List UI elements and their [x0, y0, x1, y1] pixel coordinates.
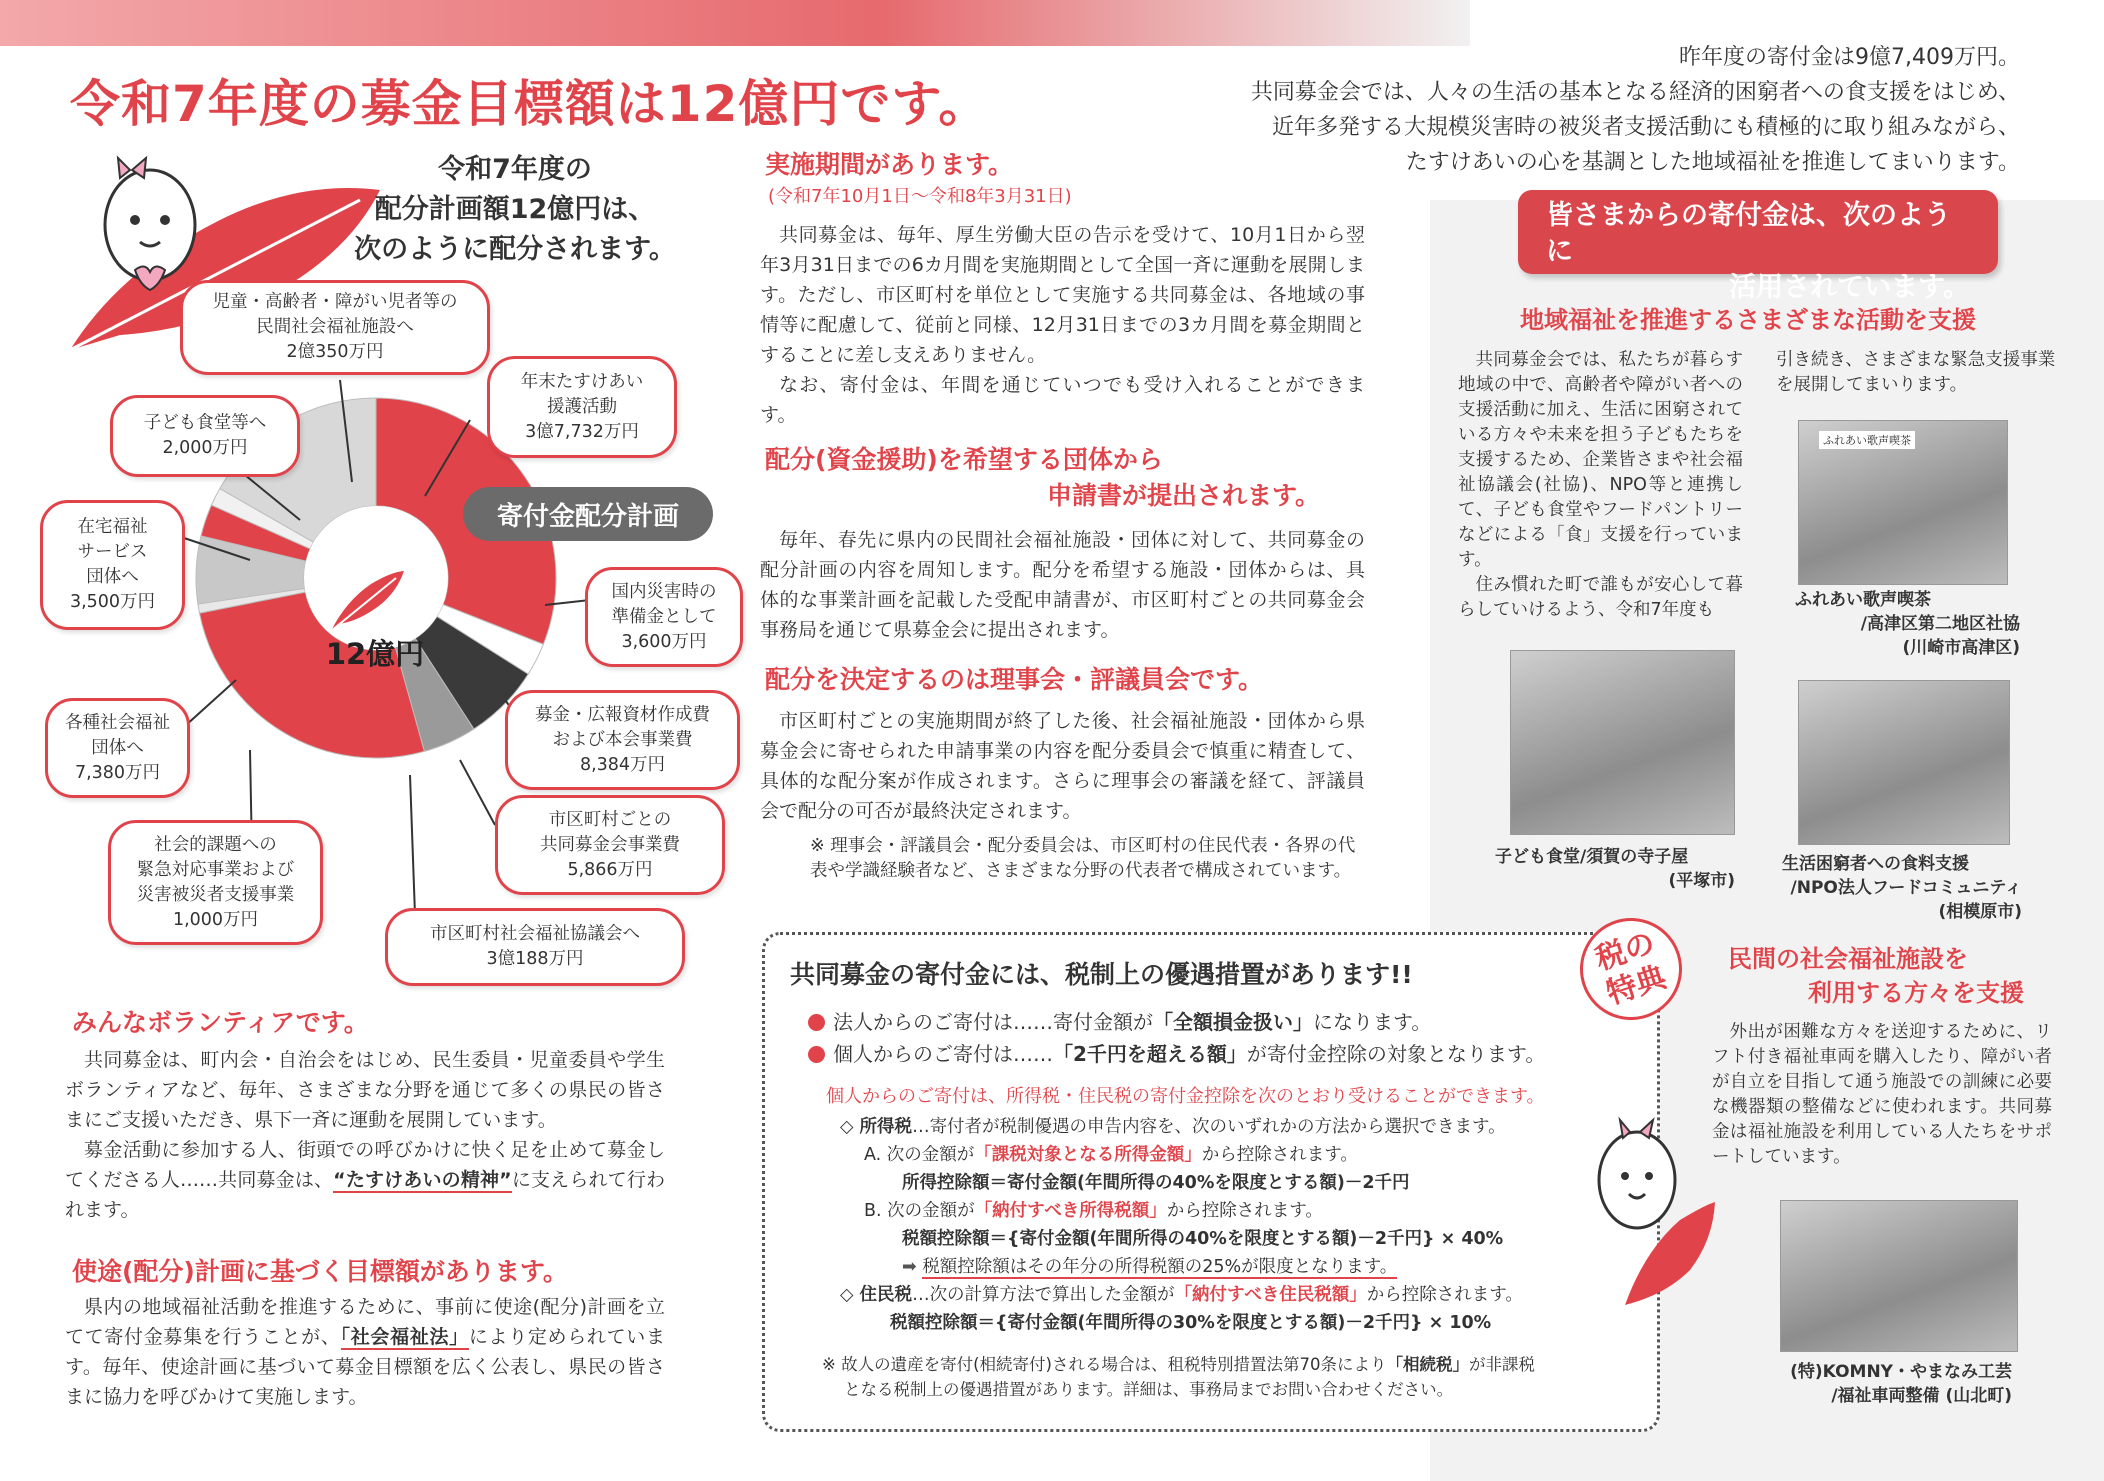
bubble-amount: 3,500万円	[69, 592, 156, 612]
text-span: 税額控除額はその年分の所得税額の25%が限度となります。	[922, 1257, 1398, 1277]
text-span: 募金活動に参加する人、街頭での呼びかけに快く足を止めて募金してくださる人……共同募金は、	[65, 1139, 665, 1191]
decision-text	[760, 706, 1365, 826]
bubble-label: 市区町村ごとの	[548, 809, 672, 830]
caption-line: (特)KOMNY・やまなみ工芸	[1790, 1362, 2012, 1382]
caption-line: /福祉車両整備 (山北町)	[1831, 1386, 2012, 1406]
caption-food-support	[1782, 852, 2022, 924]
method-b-note-line	[840, 1253, 1523, 1281]
text-span: が非課税	[1468, 1355, 1535, 1374]
bubble-label: 団体へ	[86, 567, 139, 587]
text-span: に支えられて行われます。	[65, 1169, 665, 1221]
text-span: 県内の地域福祉活動を推進するために、事前に使途(配分)計画を立てて寄付金募集を行うことが、	[65, 1296, 665, 1348]
bubble-social-welfare-councils	[385, 908, 685, 986]
emphasis-text: 「全額損金扱い」	[1153, 1010, 1313, 1034]
page-title: 令和7年度の募金目標額は12億円です。	[70, 75, 990, 133]
stamp-text: 税の	[1591, 925, 1660, 978]
bubble-amount: 3億7,732万円	[525, 421, 639, 442]
bubble-label: 団体へ	[91, 737, 144, 758]
banner-line: 活用されています。	[1729, 272, 1970, 303]
bubble-home-welfare	[40, 500, 185, 630]
photo-sign: ふれあい歌声喫茶	[1819, 431, 1915, 449]
photo-food-support	[1798, 680, 2010, 845]
paragraph: 共同募金は、毎年、厚生労働大臣の告示を受けて、10月1日から翌年3月31日までの6カ月間を実施期間として全国一斉に運動を展開します。ただし、市区町村を単位として実施する共同募金は、各地域の事情等に配慮して、従前と同様、12月31日までの3カ月間を募金期間とすることに差し支えありません。	[760, 224, 1365, 366]
paragraph: 共同募金会では、私たちが暮らす地域の中で、高齢者や障がい者への支援活動に加え、生活に困窮されている方々や未来を担う子どもたちを支援するため、企業皆さまや社会福祉協議会(社協)、NPO等と連携して、子ども食堂やフードパントリーなどによる「食」支援を行っています。	[1458, 350, 1743, 570]
tax-corporate	[808, 1006, 1431, 1035]
emphasis-text: 「2千円を超える額」	[1053, 1042, 1247, 1066]
bubble-label: 災害被災者支援事業	[136, 884, 295, 905]
bubble-label: 共同募金会事業費	[540, 834, 680, 855]
heading-line: 民間の社会福祉施設を	[1728, 945, 1968, 973]
bubble-label: 市区町村社会福祉協議会へ	[430, 924, 640, 944]
volunteer-heading: みんなボランティアです。	[72, 1008, 369, 1037]
paragraph: 共同募金は、町内会・自治会をはじめ、民生委員・児童委員や学生ボランティアなど、毎年、さまざまな分野を通じて多くの県民の皆さまにご支援いただき、県下一斉に運動を展開しています。	[65, 1049, 665, 1131]
emphasis-text: “たすけあいの精神”	[333, 1169, 512, 1191]
paragraph	[65, 1292, 665, 1412]
method-a-line	[840, 1141, 1523, 1169]
mascot-feather-illustration	[1585, 1110, 1720, 1310]
text-span: から控除されます。	[1201, 1145, 1358, 1165]
chart-center-label: 12億円	[325, 637, 425, 671]
text-span: 個人からのご寄付は……	[833, 1042, 1053, 1066]
tax-individual	[808, 1038, 1545, 1067]
paragraph: 住み慣れた町で誰もが安心して暮らしていけるよう、令和7年度も	[1458, 575, 1743, 620]
local-welfare-heading: 地域福祉を推進するさまざまな活動を支援	[1520, 306, 1976, 334]
bubble-campaign-materials	[505, 690, 740, 790]
period-heading: 実施期間があります。	[765, 150, 1014, 179]
bubble-amount: 1,000万円	[172, 909, 259, 930]
intro-line: 近年多発する大規模災害時の被災者支援活動にも積極的に取り組みながら、	[1271, 115, 2020, 140]
bubble-label: 各種社会福祉	[65, 712, 170, 733]
caption-line: /高津区第二地区社協	[1860, 614, 2020, 634]
bubble-label: および本会事業費	[552, 729, 693, 750]
bubble-label: 募金・広報資材作成費	[535, 704, 710, 725]
chart-title-pill: 寄付金配分計画	[463, 487, 713, 541]
heading-line: 申請書が提出されます。	[1046, 481, 1320, 510]
usage-heading: 使途(配分)計画に基づく目標額があります。	[72, 1257, 568, 1286]
caption-line: (平塚市)	[1668, 871, 1735, 891]
emphasis-text: 「課税対象となる所得金額」	[974, 1145, 1202, 1165]
bubble-amount: 7,380万円	[74, 762, 161, 783]
heading-line: 配分(資金援助)を希望する団体から	[765, 445, 1163, 474]
text-span: ◇ 住民税	[840, 1285, 913, 1305]
photo-singing-cafe	[1798, 420, 2008, 585]
local-welfare-text-cont: 引き続き、さまざまな緊急支援事業を展開してまいります。	[1776, 350, 2056, 395]
note-line: となる税制上の優遇措置があります。詳細は、事務局までお問い合わせください。	[844, 1380, 1454, 1399]
text-span: A. 次の金額が	[864, 1145, 975, 1165]
decision-heading: 配分を決定するのは理事会・評議員会です。	[765, 665, 1264, 694]
bubble-emergency-response	[108, 820, 323, 945]
bubble-amount: 3億188万円	[486, 949, 584, 969]
bubble-label: 年末たすけあい	[520, 371, 644, 392]
heading-line: 令和7年度の	[438, 154, 592, 185]
method-b-formula: 税額控除額＝{寄付金額(年間所得の40%を限度とする額)－2千円} × 40%	[902, 1229, 1504, 1249]
period-text	[760, 220, 1365, 430]
text-span: B. 次の金額が	[864, 1201, 975, 1221]
caption-line: /NPO法人フードコミュニティ	[1790, 878, 2022, 898]
bubble-label: 児童・高齢者・障がい児者等の	[212, 292, 458, 312]
note-line	[822, 1352, 1535, 1377]
intro-block	[1251, 40, 2020, 180]
bubble-label: 在宅福祉	[77, 517, 148, 537]
bubble-label: 国内災害時の	[611, 581, 717, 602]
bubble-label: 子ども食堂等へ	[143, 413, 267, 433]
paragraph: 市区町村ごとの実施期間が終了した後、社会福祉施設・団体から県募金会に寄せられた申請事業の内容を配分委員会で慎重に精査して、具体的な配分案が作成されます。さらに理事会の審議を経て、評議員会で配分の可否が最終決定されます。	[760, 710, 1365, 822]
bubble-disaster-reserve	[585, 567, 743, 667]
photo-kids-cafeteria	[1510, 650, 1735, 835]
period-dates: (令和7年10月1日〜令和8年3月31日)	[768, 186, 1072, 207]
intro-line: 共同募金会では、人々の生活の基本となる経済的困窮者への食支援をはじめ、	[1250, 80, 2020, 105]
bullet-icon	[808, 1046, 825, 1063]
bubble-amount: 2,000万円	[162, 438, 248, 458]
last-year-total: 昨年度の寄付金は9億7,409万円。	[1679, 45, 2020, 70]
tax-inheritance-note	[822, 1352, 1535, 1402]
bullet-icon	[808, 1014, 825, 1031]
heading-line: 利用する方々を支援	[1808, 979, 2024, 1007]
text-span: ※ 故人の遺産を寄付(相続寄付)される場合は、租税特別措置法第70条により	[822, 1355, 1387, 1374]
application-text	[760, 525, 1365, 645]
caption-line: 生活困窮者への食料支援	[1782, 854, 1969, 874]
emphasis-text: 「社会福祉法」	[340, 1326, 469, 1348]
intro-line: たすけあいの心を基調とした地域福祉を推進してまいります。	[1405, 150, 2020, 175]
tax-individual-note: 個人からのご寄付は、所得税・住民税の寄付金控除を次のとおり受けることができます。	[826, 1086, 1545, 1107]
caption-line: (川崎市高津区)	[1902, 638, 2020, 658]
text-span: …寄付者が税制優遇の申告内容を、次のいずれかの方法から選択できます。	[912, 1117, 1506, 1137]
caption-singing-cafe	[1795, 588, 2020, 660]
paragraph: なお、寄付金は、年間を通じていつでも受け入れることができます。	[760, 374, 1365, 426]
bubble-label: サービス	[77, 542, 148, 562]
resident-tax-line	[840, 1281, 1523, 1309]
decision-note: ※ 理事会・評議員会・配分委員会は、市区町村の住民代表・各界の代表や学識経験者など、さまざまな分野の代表者で構成されています。	[810, 836, 1356, 881]
usage-text	[65, 1292, 665, 1412]
income-tax-line	[840, 1113, 1523, 1141]
resident-tax-formula: 税額控除額＝{寄付金額(年間所得の30%を限度とする額)－2千円} × 10%	[890, 1313, 1492, 1333]
bubble-yearend-relief	[487, 356, 677, 458]
heading-line: 配分計画額12億円は、	[374, 194, 656, 225]
private-facilities-text: 外出が困難な方々を送迎するために、リフト付き福祉車両を購入したり、障がい者が自立を目指して通う施設での訓練に必要な機器類の整備などに使われます。共同募金は福祉施設を利用している人たちをサポートしています。	[1712, 1022, 2052, 1167]
bubble-municipal-fund-ops	[495, 795, 725, 895]
caption-kids-cafeteria	[1495, 845, 1735, 893]
text-span: から控除されます。	[1166, 1201, 1323, 1221]
text-span: が寄付金控除の対象となります。	[1246, 1042, 1546, 1066]
bubble-label: 緊急対応事業および	[136, 859, 295, 880]
caption-welfare-vehicle	[1770, 1360, 2012, 1408]
bubble-amount: 3,600万円	[621, 631, 707, 652]
text-span: から控除されます。	[1366, 1285, 1523, 1305]
bubble-amount: 8,384万円	[579, 754, 666, 775]
tax-heading: 共同募金の寄付金には、税制上の優遇措置があります!!	[790, 960, 1413, 989]
bubble-label: 援護活動	[547, 396, 617, 417]
paragraph	[65, 1135, 665, 1225]
method-b-line	[840, 1197, 1523, 1225]
bubble-welfare-facilities	[180, 280, 490, 375]
bubble-amount: 5,866万円	[567, 859, 653, 880]
caption-line: (相模原市)	[1938, 902, 2022, 922]
emphasis-text: 「納付すべき所得税額」	[974, 1201, 1167, 1221]
bubble-label: 準備金として	[611, 606, 717, 627]
private-facilities-heading	[1728, 942, 2028, 1010]
tax-income-section	[840, 1113, 1523, 1337]
emphasis-text: 「納付すべき住民税額」	[1174, 1285, 1367, 1305]
caption-line: ふれあい歌声喫茶	[1795, 590, 1931, 610]
bubble-label: 民間社会福祉施設へ	[256, 317, 414, 337]
arrow-right-icon: ➡	[902, 1257, 923, 1277]
stamp-text: 特典	[1602, 959, 1671, 1012]
bubble-welfare-organizations	[45, 698, 190, 798]
bubble-label: 社会的課題への	[154, 834, 277, 855]
bubble-kids-cafeteria	[110, 395, 300, 477]
caption-line: 子ども食堂/須賀の寺子屋	[1495, 847, 1689, 867]
text-span: 法人からのご寄付は……寄付金額が	[833, 1010, 1153, 1034]
usage-banner	[1518, 190, 1998, 303]
heading-line: 次のように配分されます。	[354, 234, 676, 265]
method-a-formula: 所得控除額＝寄付金額(年間所得の40%を限度とする額)－2千円	[902, 1173, 1410, 1193]
local-welfare-text	[1458, 348, 1743, 623]
photo-welfare-vehicle	[1780, 1200, 2018, 1352]
bubble-amount: 2億350万円	[286, 342, 384, 362]
application-heading	[765, 442, 1365, 514]
text-span: ◇ 所得税	[840, 1117, 913, 1137]
text-span: になります。	[1313, 1010, 1432, 1034]
text-span: …次の計算方法で算出した金額が	[912, 1285, 1175, 1305]
emphasis-text: 「相続税」	[1386, 1355, 1469, 1374]
banner-line: 皆さまからの寄付金は、次のように	[1546, 200, 1951, 267]
paragraph: 毎年、春先に県内の民間社会福祉施設・団体に対して、共同募金の配分計画の内容を周知します。配分を希望する施設・団体からは、具体的な事業計画を記載した受配申請書が、市区町村ごとの共同募金会事務局を通じて県募金会に提出されます。	[760, 529, 1365, 641]
volunteer-text	[65, 1045, 665, 1225]
text-span: により定められています。毎年、使途計画に基づいて募金目標額を広く公表し、県民の皆さまに協力を呼びかけて実施します。	[65, 1326, 665, 1408]
